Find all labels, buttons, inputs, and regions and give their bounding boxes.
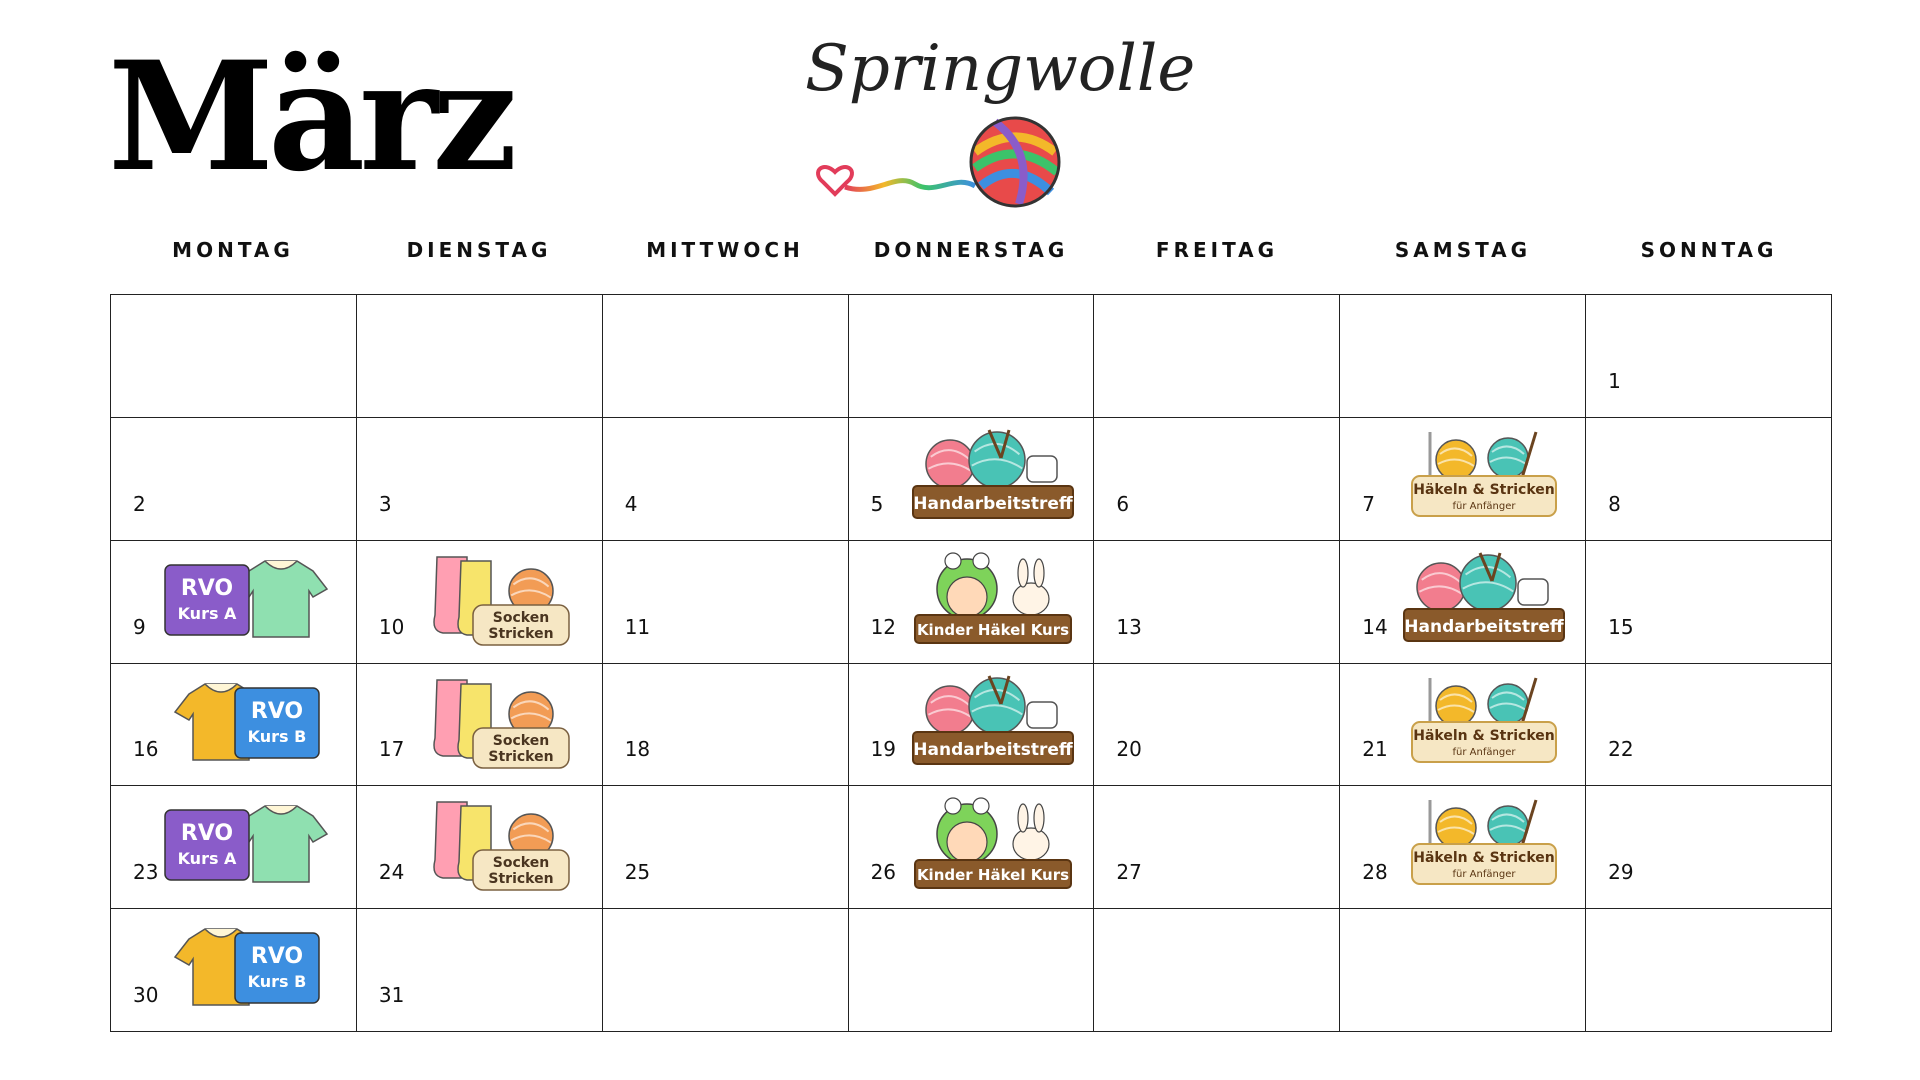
- calendar-cell[interactable]: [1094, 909, 1340, 1032]
- calendar-cell[interactable]: [603, 909, 849, 1032]
- day-number: 20: [1116, 737, 1142, 762]
- logo-text: Springwolle: [805, 32, 1196, 106]
- calendar-cell[interactable]: [1340, 295, 1586, 418]
- calendar-cell[interactable]: [603, 418, 849, 541]
- calendar-cell[interactable]: [1586, 786, 1832, 909]
- day-number: 18: [624, 737, 651, 762]
- yellow-sweater-icon: [155, 919, 331, 1019]
- event-sticker-socken[interactable]: [413, 796, 589, 896]
- sticker-label: Socken: [492, 732, 550, 749]
- calendar-cell[interactable]: [603, 664, 849, 787]
- day-number: 10: [378, 614, 405, 639]
- socks-icon: [413, 796, 589, 896]
- yarn-needles-icon: [1396, 674, 1572, 774]
- day-number: 24: [378, 860, 405, 885]
- sticker-label: für Anfänger: [1452, 500, 1516, 512]
- calendar-cell[interactable]: [849, 909, 1095, 1032]
- sticker-label: Socken: [492, 855, 550, 872]
- event-sticker-rvo-b[interactable]: [155, 919, 331, 1019]
- calendar-cell[interactable]: [603, 541, 849, 664]
- day-number: 12: [870, 614, 897, 639]
- sticker-label: Stricken: [488, 748, 554, 765]
- sticker-label: RVO: [250, 944, 304, 970]
- day-number: 23: [133, 860, 159, 885]
- calendar-cell[interactable]: [357, 295, 603, 418]
- calendar-cell[interactable]: [849, 786, 1095, 909]
- day-number: 1: [1608, 368, 1621, 393]
- yarn-needles-icon: [1396, 796, 1572, 896]
- sticker-label: Kinder Häkel Kurs: [916, 620, 1069, 639]
- calendar-cell[interactable]: [357, 664, 603, 787]
- event-sticker-rvo-a[interactable]: [155, 551, 331, 651]
- sticker-label: Socken: [492, 609, 550, 626]
- day-number: 31: [378, 983, 405, 1007]
- day-number: 17: [378, 737, 405, 762]
- day-number: 13: [1116, 614, 1142, 639]
- sticker-label: RVO: [250, 698, 304, 724]
- sticker-label: Kurs A: [177, 849, 237, 869]
- sticker-label: Handarbeitstreff: [1404, 616, 1564, 637]
- sticker-label: Häkeln & Stricken: [1413, 727, 1556, 744]
- day-number: 11: [624, 614, 651, 639]
- sticker-label: Kurs A: [177, 603, 237, 623]
- sticker-label: Kurs B: [247, 972, 307, 992]
- green-sweater-icon: [155, 796, 331, 896]
- calendar-cell[interactable]: [111, 418, 357, 541]
- day-number: 28: [1362, 860, 1388, 885]
- month-title: März: [108, 29, 512, 205]
- day-number: 5: [870, 491, 884, 516]
- calendar-cell[interactable]: [849, 541, 1095, 664]
- calendar-cell[interactable]: [1094, 295, 1340, 418]
- weekday-6: SAMSTAG: [1394, 238, 1532, 262]
- day-number: 15: [1608, 614, 1634, 639]
- weekday-2: DIENSTAG: [406, 238, 552, 262]
- event-sticker-handarbeit[interactable]: [905, 428, 1081, 528]
- weekday-5: FREITAG: [1155, 238, 1279, 262]
- yarn-coffee-icon: [905, 428, 1081, 528]
- day-number: 2: [133, 491, 146, 516]
- day-number: 22: [1608, 737, 1634, 762]
- springwolle-logo: [795, 22, 1196, 212]
- day-number: 8: [1608, 491, 1621, 516]
- calendar-cell[interactable]: [1094, 786, 1340, 909]
- event-sticker-kinder[interactable]: [905, 796, 1081, 896]
- weekday-4: DONNERSTAG: [873, 238, 1069, 262]
- calendar-cell[interactable]: [1586, 295, 1832, 418]
- child-frog-hat-icon: [905, 796, 1081, 896]
- socks-icon: [413, 674, 589, 774]
- yarn-ball-logo-icon: [805, 102, 1065, 212]
- calendar-cell[interactable]: [603, 786, 849, 909]
- day-number: 6: [1116, 491, 1130, 516]
- calendar-cell[interactable]: [1340, 541, 1586, 664]
- day-number: 27: [1116, 860, 1142, 885]
- calendar-cell[interactable]: [1340, 909, 1586, 1032]
- calendar-cell[interactable]: [1586, 909, 1832, 1032]
- calendar-cell[interactable]: [357, 909, 603, 1032]
- day-number: 3: [378, 491, 392, 516]
- day-number: 4: [624, 491, 638, 516]
- event-sticker-handarbeit[interactable]: [1396, 551, 1572, 651]
- calendar-cell[interactable]: [1094, 541, 1340, 664]
- event-sticker-rvo-b[interactable]: [155, 674, 331, 774]
- weekday-header: [110, 238, 1832, 262]
- event-sticker-haekeln[interactable]: [1396, 428, 1572, 528]
- sticker-label: für Anfänger: [1452, 869, 1516, 881]
- event-sticker-handarbeit[interactable]: [905, 674, 1081, 774]
- calendar-cell[interactable]: [111, 786, 357, 909]
- sticker-label: Kurs B: [247, 726, 307, 746]
- calendar-cell[interactable]: [849, 418, 1095, 541]
- sticker-label: RVO: [180, 575, 234, 601]
- event-sticker-socken[interactable]: [413, 674, 589, 774]
- day-number: 30: [133, 983, 159, 1007]
- calendar-cell[interactable]: [1340, 786, 1586, 909]
- weekday-1: MONTAG: [172, 238, 294, 262]
- calendar-cell[interactable]: [1586, 664, 1832, 787]
- calendar-cell[interactable]: [1586, 418, 1832, 541]
- sticker-label: Handarbeitstreff: [912, 493, 1073, 514]
- sticker-label: Handarbeitstreff: [912, 739, 1073, 760]
- day-number: 25: [624, 860, 651, 885]
- calendar-cell[interactable]: [603, 295, 849, 418]
- event-sticker-socken[interactable]: [413, 551, 589, 651]
- calendar-cell[interactable]: [357, 541, 603, 664]
- calendar-cell[interactable]: [357, 418, 603, 541]
- sticker-label: Kinder Häkel Kurs: [916, 866, 1069, 885]
- calendar-cell[interactable]: [111, 664, 357, 787]
- yarn-coffee-icon: [905, 674, 1081, 774]
- day-number: 9: [133, 614, 146, 639]
- socks-icon: [413, 551, 589, 651]
- sticker-label: Stricken: [488, 871, 554, 888]
- day-number: 7: [1362, 491, 1376, 516]
- calendar-cell[interactable]: [1094, 418, 1340, 541]
- yarn-needles-icon: [1396, 428, 1572, 528]
- event-sticker-haekeln[interactable]: [1396, 796, 1572, 896]
- calendar-cell[interactable]: [1094, 664, 1340, 787]
- event-sticker-haekeln[interactable]: [1396, 674, 1572, 774]
- sticker-label: Häkeln & Stricken: [1413, 481, 1556, 498]
- calendar-cell[interactable]: [111, 541, 357, 664]
- day-number: 16: [133, 737, 159, 762]
- calendar-grid: [110, 294, 1832, 1032]
- calendar-cell[interactable]: [111, 909, 357, 1032]
- day-number: 29: [1608, 860, 1634, 885]
- event-sticker-kinder[interactable]: [905, 551, 1081, 651]
- day-number: 26: [870, 860, 897, 885]
- sticker-label: für Anfänger: [1452, 746, 1516, 758]
- sticker-label: RVO: [180, 821, 234, 847]
- calendar-cell[interactable]: [849, 295, 1095, 418]
- day-number: 21: [1362, 737, 1388, 762]
- weekday-7: SONNTAG: [1640, 238, 1778, 262]
- yarn-coffee-icon: [1396, 551, 1572, 651]
- calendar-cell[interactable]: [357, 786, 603, 909]
- sticker-label: Häkeln & Stricken: [1413, 850, 1556, 867]
- event-sticker-rvo-a[interactable]: [155, 796, 331, 896]
- calendar-cell[interactable]: [111, 295, 357, 418]
- yellow-sweater-icon: [155, 674, 331, 774]
- weekday-3: MITTWOCH: [646, 238, 804, 262]
- calendar-cell[interactable]: [1586, 541, 1832, 664]
- calendar-cell[interactable]: [1340, 664, 1586, 787]
- calendar-cell[interactable]: [1340, 418, 1586, 541]
- day-number: 19: [870, 737, 897, 762]
- green-sweater-icon: [155, 551, 331, 651]
- calendar-cell[interactable]: [849, 664, 1095, 787]
- child-frog-hat-icon: [905, 551, 1081, 651]
- sticker-label: Stricken: [488, 625, 554, 642]
- day-number: 14: [1362, 614, 1388, 639]
